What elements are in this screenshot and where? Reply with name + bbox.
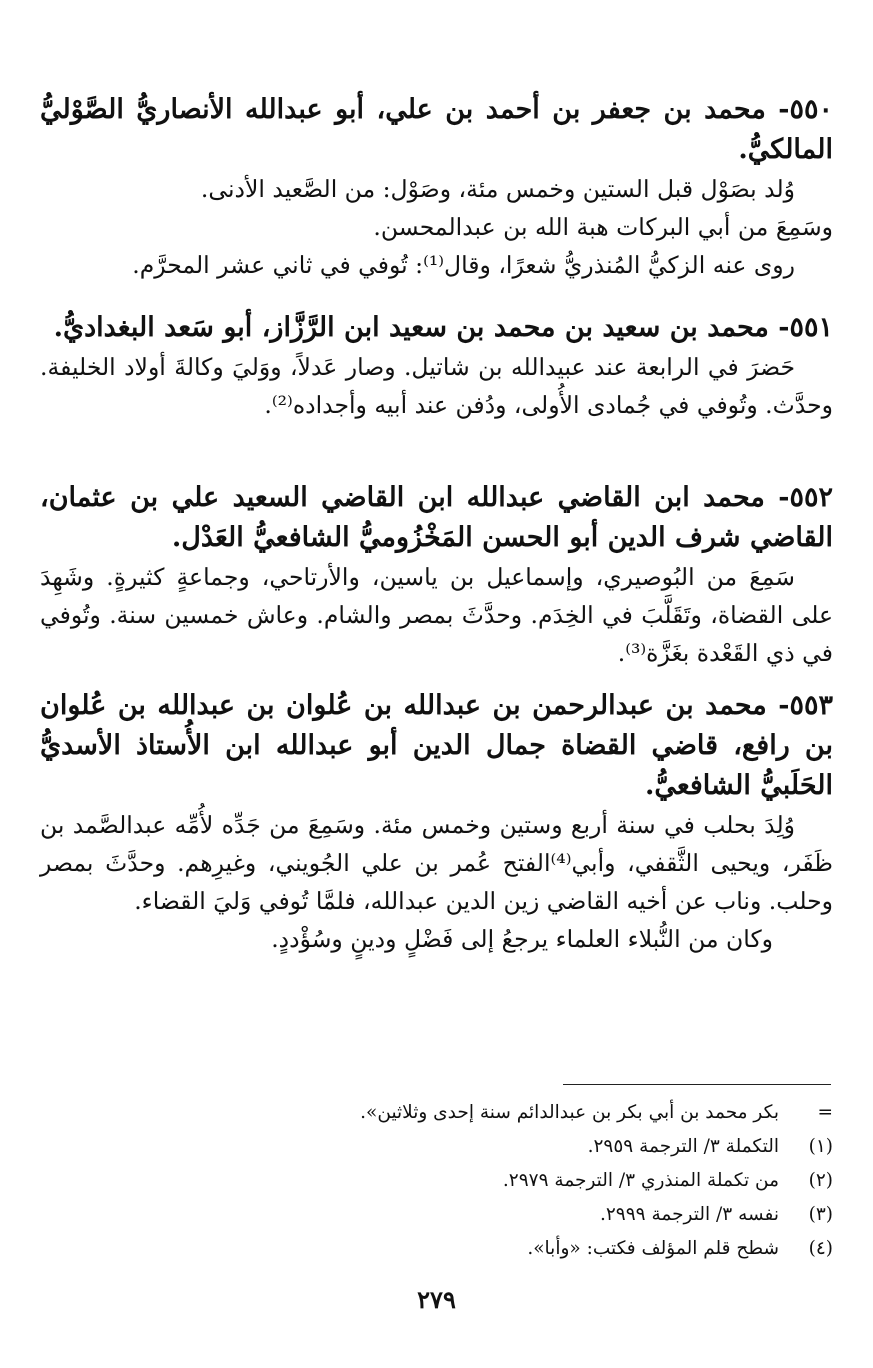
footnote-text: التكملة ٣/ الترجمة ٢٩٥٩. (587, 1136, 779, 1157)
footnote (40, 1164, 833, 1198)
entry-paragraph: روى عنه الزكيُّ المُنذريُّ شعرًا، وقال⁽¹⁾: تُوفي في ثاني عشر المحرَّم. (132, 251, 795, 279)
footnote-number: = (817, 1102, 833, 1123)
entry-552 (40, 478, 833, 672)
entry-paragraph: وكان من النُّبلاء العلماء يرجعُ إلى فَضْلٍ ودينٍ وسُؤْددٍ. (271, 925, 773, 953)
entry-heading: ٥٥١- محمد بن سعيد بن محمد بن سعيد ابن الرَّزَّاز، أبو سَعد البغداديُّ. (53, 312, 833, 343)
entry-paragraph: حَضرَ في الرابعة عند عبيدالله بن شاتيل. وصار عَدلاً، ووَليَ وكالةَ أولاد الخليفة. وحدَّث. وتُوفي في جُمادى الأُولى، ودُفن عند أبيه وأجداده⁽²⁾. (40, 353, 833, 419)
footnote-number: (٣) (808, 1204, 833, 1225)
footnote-separator (563, 1084, 831, 1085)
entry-553 (40, 686, 833, 958)
entry-paragraph: وُلِدَ بحلب في سنة أربع وستين وخمس مئة. وسَمِعَ من جَدِّه لأُمِّه عبدالصَّمد بن ظَفَر، ويحيى الثَّقفي، وأبي⁽⁴⁾الفتح عُمر بن علي الجُويني، وغيرِهم. وحدَّثَ بمصر وحلب. وناب عن أخيه القاضي زين الدين عبدالله، فلمَّا تُوفي وَليَ القضاء. (40, 811, 833, 915)
footnote (40, 1130, 833, 1164)
entry-heading: ٥٥٣- محمد بن عبدالرحمن بن عبدالله بن عُلوان بن عبدالله بن عُلوان بن رافع، قاضي القضاة جمال الدين أبو عبدالله ابن الأُستاذ الأسديُّ الحَلَبيُّ الشافعيُّ. (40, 690, 833, 801)
entry-heading: ٥٥٢- محمد ابن القاضي عبدالله ابن القاضي السعيد علي بن عثمان، القاضي شرف الدين أبو الحسن المَخْزُوميُّ الشافعيُّ العَدْل. (40, 482, 833, 553)
footnote-number: (١) (808, 1136, 833, 1157)
page-number: ٢٧٩ (417, 1285, 456, 1314)
footnote (40, 1232, 833, 1266)
footnote-text: بكر محمد بن أبي بكر بن عبدالدائم سنة إحدى وثلاثين». (360, 1102, 779, 1123)
footnote (40, 1198, 833, 1232)
footnote (40, 1096, 833, 1130)
entry-paragraph: سَمِعَ من البُوصيري، وإسماعيل بن ياسين، والأرتاحي، وجماعةٍ كثيرةٍ. وشَهِدَ على القضاة، وتَقَلَّبَ في الخِدَم. وحدَّثَ بمصر والشام. وعاش خمسين سنة. وتُوفي في ذي القَعْدة بغَزَّة⁽³⁾. (40, 563, 833, 667)
entry-paragraph: وسَمِعَ من أبي البركات هبة الله بن عبدالمحسن. (373, 213, 833, 241)
footnote-number: (٢) (808, 1170, 833, 1191)
footnote-text: شطح قلم المؤلف فكتب: «وأبا». (527, 1238, 779, 1259)
footnote-text: نفسه ٣/ الترجمة ٢٩٩٩. (599, 1204, 779, 1225)
footnote-text: من تكملة المنذري ٣/ الترجمة ٢٩٧٩. (502, 1170, 779, 1191)
footnotes (40, 1096, 833, 1266)
entry-heading: ٥٥٠- محمد بن جعفر بن أحمد بن علي، أبو عبدالله الأنصاريُّ الصَّوْليُّ المالكيُّ. (40, 94, 833, 165)
entry-551 (40, 308, 833, 424)
entry-550 (40, 90, 833, 284)
footnote-number: (٤) (808, 1238, 833, 1259)
entry-paragraph: وُلد بصَوْل قبل الستين وخمس مئة، وصَوْل: من الصَّعيد الأدنى. (200, 175, 795, 203)
